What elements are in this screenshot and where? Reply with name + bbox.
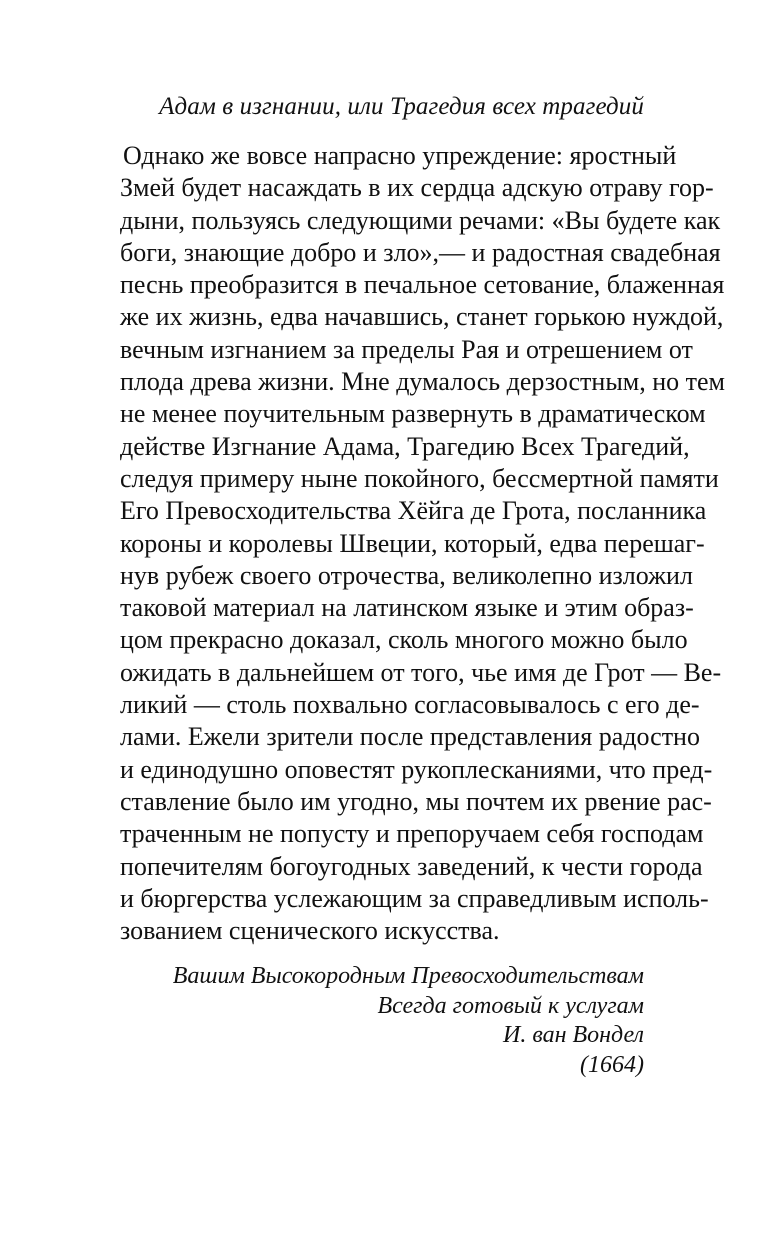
paragraph-line: Его Превосходительства Хёйга де Грота, посланника [120, 496, 707, 526]
paragraph-line: ожидать в дальнейшем от того, чье имя де Грот — Ве- [120, 657, 722, 687]
signature-author: И. ван Вондел [502, 1022, 644, 1048]
running-head: Адам в изгнании, или Трагедия всех трагедий [159, 93, 644, 120]
signature-closing: Всегда готовый к услугам [377, 992, 644, 1019]
paragraph-line: таковой материал на латинском языке и этим образ- [120, 593, 694, 623]
paragraph-line: ликий — столь похвально согласовывалось с его де- [120, 690, 700, 720]
paragraph-line: зованием сценического искусства. [120, 916, 500, 946]
paragraph-line: и единодушно оповестят рукоплесканиями, что пред- [120, 754, 713, 784]
paragraph-line: же их жизнь, едва начавшись, станет горькою нуждой, [120, 302, 724, 332]
paragraph-line: траченным не попусту и препоручаем себя господам [120, 819, 704, 849]
paragraph-line: Змей будет насаждать в их сердца адскую отраву гор- [120, 173, 714, 203]
paragraph-line: не менее поучительным развернуть в драматическом [120, 399, 706, 429]
paragraph-line: нув рубеж своего отрочества, великолепно изложил [120, 560, 693, 590]
paragraph-line: боги, знающие добро и зло»,— и радостная свадебная [120, 237, 721, 267]
paragraph-line: цом прекрасно доказал, сколь многого можно было [120, 625, 688, 655]
paragraph-line: попечителям богоугодных заведений, к чести города [120, 851, 703, 881]
paragraph-line: следуя примеру ныне покойного, бессмертной памяти [120, 463, 719, 493]
signature-year: (1664) [580, 1051, 644, 1078]
paragraph-line: песнь преобразится в печальное сетование, блаженная [120, 270, 725, 300]
paragraph-line: Однако же вовсе напрасно упреждение: яростный [123, 141, 677, 170]
paragraph-line: дыни, пользуясь следующими речами: «Вы будете как [120, 205, 721, 235]
paragraph-line: короны и королевы Швеции, который, едва перешаг- [120, 528, 705, 558]
signature-dedication: Вашим Высокородным Превосходительствам [172, 963, 644, 989]
body-paragraph [120, 140, 726, 947]
paragraph-line: вечным изгнанием за пределы Рая и отрешением от [120, 334, 693, 364]
paragraph-line: ставление было им угодно, мы почтем их рвение рас- [120, 786, 712, 816]
paragraph-line: плода древа жизни. Мне думалось дерзостным, но тем [120, 367, 726, 397]
signature-block [173, 962, 644, 1080]
paragraph-line: и бюргерства услежающим за справедливым исполь- [120, 883, 709, 913]
paragraph-line: лами. Ежели зрители после представления радостно [120, 722, 700, 752]
paragraph-line: действе Изгнание Адама, Трагедию Всех Трагедий, [120, 431, 690, 461]
